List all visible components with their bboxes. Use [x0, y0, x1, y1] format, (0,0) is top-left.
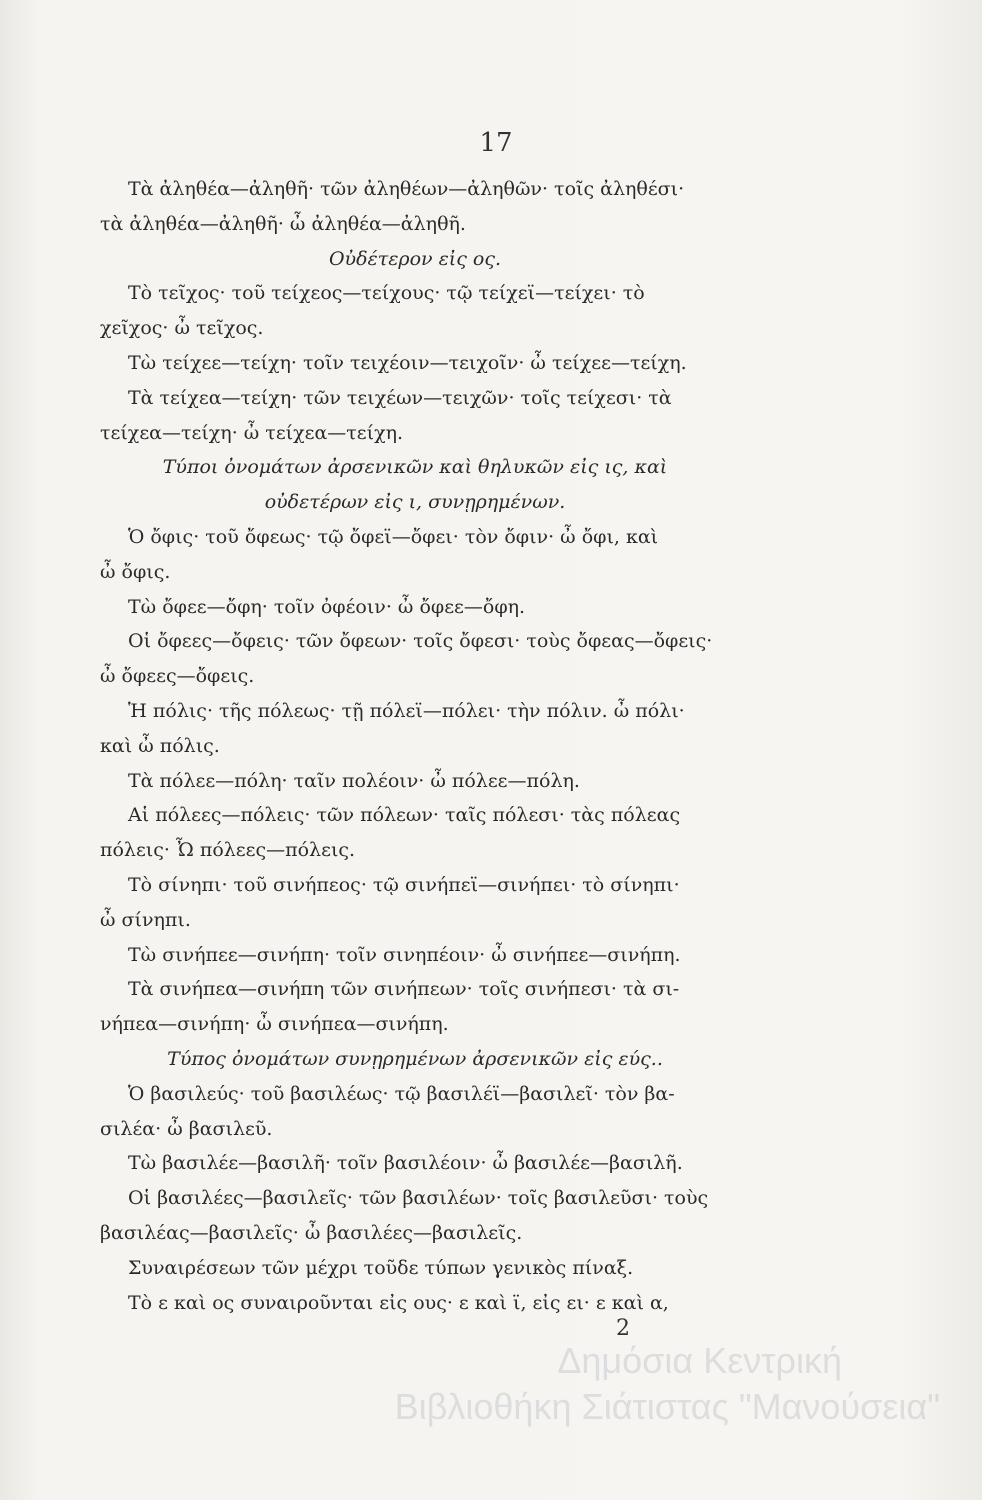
section-heading: Οὐδέτερον εἰς ος. [328, 247, 502, 270]
text-line: Ὁ ὄφις· τοῦ ὄφεως· τῷ ὄφεϊ—ὄφει· τὸν ὄφιν· ὦ ὄφι, καὶ [128, 525, 659, 548]
text-line: καὶ ὦ πόλις. [100, 734, 220, 757]
section-heading: Τύπος ὀνομάτων συνῃρημένων ἀρσενικῶν εἰς εύς.. [167, 1047, 663, 1070]
text-line: Ἡ πόλις· τῆς πόλεως· τῇ πόλεϊ—πόλει· τὴν πόλιν. ὦ πόλι· [128, 699, 685, 722]
text-line: Τὰ πόλεε—πόλη· ταῖν πολέοιν· ὦ πόλεε—πόλη. [128, 769, 580, 792]
text-line: Οἱ ὄφεες—ὄφεις· τῶν ὄφεων· τοῖς ὄφεσι· τοὺς ὄφεας—ὄφεις· [128, 630, 713, 653]
text-line: χεῖχος· ὦ τεῖχος. [100, 317, 264, 340]
text-line: Τὼ σινήπεε—σινήπη· τοῖν σινηπέοιν· ὦ σινήπεε—σινήπη. [128, 943, 681, 966]
text-line: Ὁ βασιλεύς· τοῦ βασιλέως· τῷ βασιλέϊ—βασιλεῖ· τὸν βα- [128, 1082, 675, 1105]
text-line: Τὸ τεῖχος· τοῦ τείχεος—τείχους· τῷ τείχεϊ—τείχει· τὸ [128, 282, 645, 305]
library-watermark-line1: Δημόσια Κεντρική [557, 1340, 842, 1381]
section-heading: οὐδετέρων εἰς ι, συνῃρημένων. [264, 491, 566, 514]
text-line: Οἱ βασιλέες—βασιλεῖς· τῶν βασιλέων· τοῖς βασιλεῦσι· τοὺς [128, 1187, 709, 1210]
text-line: Τὼ ὄφεε—ὄφη· τοῖν ὀφέοιν· ὦ ὄφεε—ὄφη. [128, 595, 526, 618]
text-line: πόλεις· Ὦ πόλεες—πόλεις. [100, 839, 356, 862]
text-line: ὦ σίνηπι. [100, 908, 191, 931]
signature-mark: 2 [616, 1316, 630, 1341]
text-line: τὰ ἀληθέα—ἀληθῆ· ὦ ἀληθέα—ἀληθῆ. [100, 212, 466, 235]
library-watermark-line2: Βιβλιοθήκη Σιάτιστας "Μανούσεια" [394, 1386, 940, 1427]
text-line: Τὰ σινήπεα—σινήπη τῶν σινήπεων· τοῖς σινήπεσι· τὰ σι- [128, 978, 680, 1001]
text-line: Συναιρέσεων τῶν μέχρι τοῦδε τύπων γενικὸς πίναξ. [128, 1256, 634, 1279]
text-line: Τὼ τείχεε—τείχη· τοῖν τειχέοιν—τειχοῖν· ὦ τείχεε—τείχη. [128, 351, 687, 374]
text-line: σιλέα· ὦ βασιλεῦ. [100, 1117, 273, 1140]
text-line: τείχεα—τείχη· ὦ τείχεα—τείχη. [100, 421, 404, 444]
text-line: Τὸ σίνηπι· τοῦ σινήπεος· τῷ σινήπεϊ—σινήπει· τὸ σίνηπι· [128, 873, 680, 896]
text-line: Τὰ τείχεα—τείχη· τῶν τειχέων—τειχῶν· τοῖς τείχεσι· τὰ [128, 386, 672, 409]
text-line: Τὰ ἀληθέα—ἀληθῆ· τῶν ἀληθέων—ἀληθῶν· τοῖς ἀληθέσι· [128, 178, 685, 200]
text-line: Αἱ πόλεες—πόλεις· τῶν πόλεων· ταῖς πόλεσι· τὰς πόλεας [128, 804, 681, 827]
body-text [100, 172, 730, 1320]
text-line: Τὸ ε καὶ ος συναιροῦνται εἰς ους· ε καὶ ϊ, εἰς ει· ε καὶ α, [128, 1291, 669, 1314]
text-line: Τὼ βασιλέε—βασιλῆ· τοῖν βασιλέοιν· ὦ βασιλέε—βασιλῆ. [128, 1152, 683, 1175]
section-heading: Τύποι ὀνομάτων ἀρσενικῶν καὶ θηλυκῶν εἰς ις, καὶ [162, 456, 668, 479]
text-line: ὦ ὄφεες—ὄφεις. [100, 665, 255, 688]
page-number: 17 [479, 128, 513, 158]
text-line: ὦ ὄφις. [100, 560, 171, 583]
text-line: νήπεα—σινήπη· ὦ σινήπεα—σινήπη. [100, 1013, 449, 1036]
text-line: βασιλέας—βασιλεῖς· ὦ βασιλέες—βασιλεῖς. [100, 1221, 523, 1244]
